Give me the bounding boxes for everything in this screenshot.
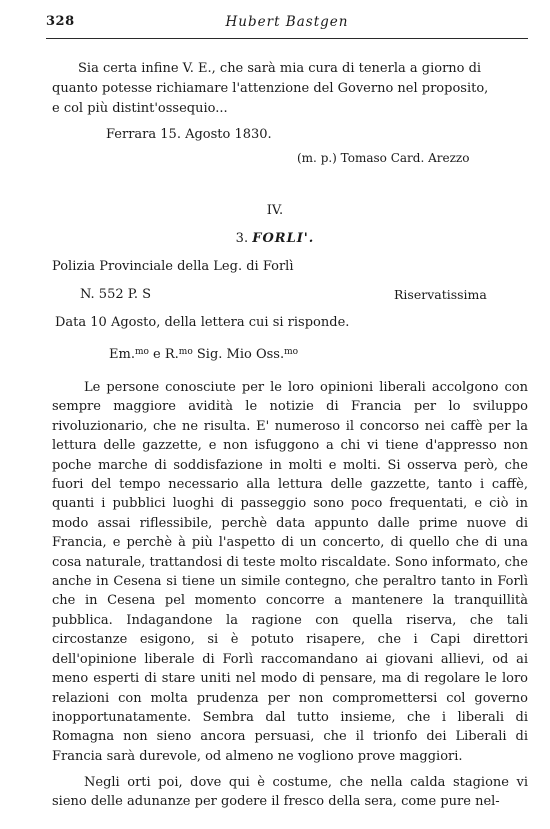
office-line: Polizia Provinciale della Leg. di Forlì: [52, 259, 294, 274]
section-heading-number: 3.: [235, 231, 249, 246]
signature: (m. p.) Tomaso Card. Arezzo: [297, 151, 470, 165]
text-line: e col più distint'ossequio...: [52, 101, 228, 116]
salutation: Em.$^{mo}$ e R.$^{mo}$ Sig. Mio Oss.$^{mo}$: [109, 347, 299, 362]
running-title: Hubert Bastgen: [225, 14, 349, 30]
letter-date: Ferrara 15. Agosto 1830.: [106, 127, 272, 142]
section-heading: [0, 229, 550, 249]
page-number: 328: [46, 14, 75, 29]
page-header: [46, 14, 528, 40]
section-numeral: IV.: [266, 203, 284, 218]
body-paragraph-1: Le persone conosciute per le loro opinioni liberali accolgono con sempre maggiore avidità le notizie di Francia per lo sviluppo rivoluzionario, che ne risulta. E' numeroso il concorso nei caffè per la lettura delle gazzette, e non isfuggono a chi vi tiene d'appresso non poche marche di soddisfazione in molti e molti. Si osserva però, che fuori del tempo necessario alla lettura delle gazzette, tanto i caffè, quanti i pubblici luoghi di passeggio sono poco frequentati, e ciò in modo assai riflessibile, perchè data appunto dalle prime nuove di Francia, e perchè à più l'aspetto di un concerto, di quello che di una cosa naturale, trattandosi di teste molto riscaldate. Sono informato, che anche in Cesena si tiene un simile contegno, che peraltro tanto in Forlì che in Cesena pel momento concorre a mantenere la tranquillità pubblica. Indagandone la ragione con quella riserva, che tali circostanze esigono, si è potuto risapere, che i Capi direttori dell'opinione liberale di Forlì raccomandano ai giovani allievi, od ai meno esperti di stare uniti nel modo di pensare, ma di regolare le loro relazioni con molta prudenza per non compromettersi col governo inopportunatamente. Sembra dal tutto insieme, che i liberali di Romagna non sieno ancora persuasi, che il trionfo dei Liberali di Francia sarà durevole, od almeno ne vogliono prove maggiori.: [52, 380, 528, 764]
text-line: quanto potesse richiamare l'attenzione del Governo nel proposito,: [52, 81, 489, 96]
section-heading-place: FORLI'.: [252, 231, 315, 246]
reply-date-line: Data 10 Agosto, della lettera cui si risponde.: [55, 315, 350, 330]
body-paragraph-2: Negli orti poi, dove qui è costume, che nella calda stagione vi sieno delle adunanze per godere il fresco della sera, come pure nel-: [52, 775, 528, 810]
header-rule: [46, 38, 528, 39]
protocol-number: N. 552 P. S: [80, 287, 152, 302]
text-line: Sia certa infine V. E., che sarà mia cura di tenerla a giorno di: [78, 61, 482, 76]
classification-label: Riservatissima: [394, 287, 487, 302]
